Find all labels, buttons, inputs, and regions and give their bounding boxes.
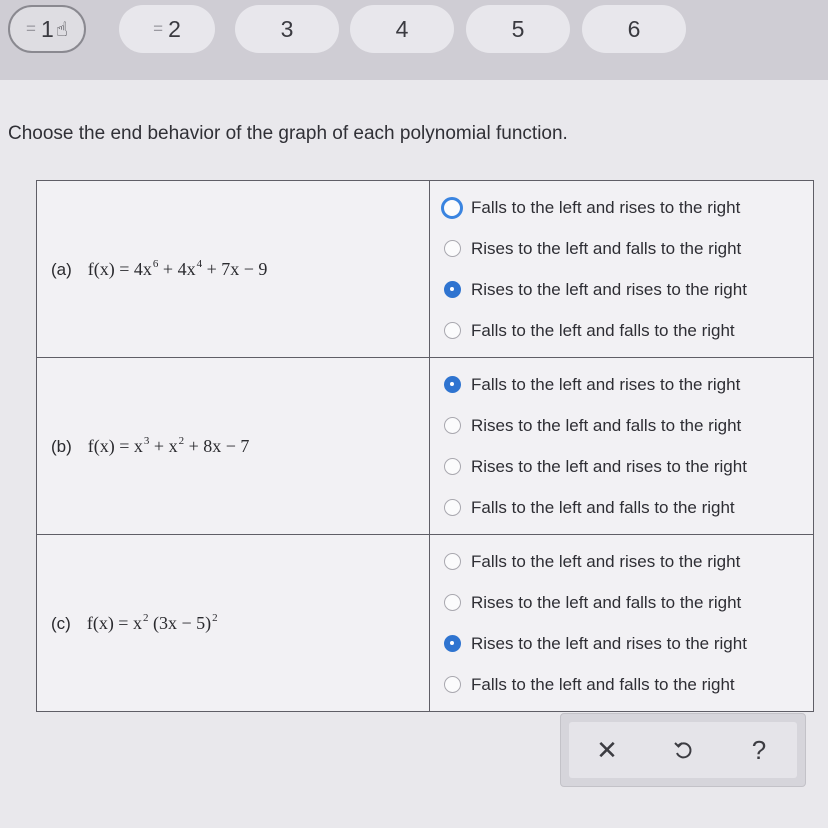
option-label: Rises to the left and rises to the right [471, 633, 747, 653]
part-label: (b) [51, 436, 72, 456]
radio-button-selected[interactable] [444, 281, 461, 298]
question-row-b [37, 358, 814, 535]
option-label: Rises to the left and falls to the right [471, 238, 742, 258]
term: + 8x − 7 [188, 435, 250, 456]
exponent: 2 [178, 434, 185, 447]
part-label: (a) [51, 259, 72, 279]
term: + 7x − 9 [206, 258, 268, 279]
radio-button-selected[interactable] [444, 635, 461, 652]
toolbar-buttons [569, 722, 797, 778]
option-list [430, 358, 813, 534]
option[interactable] [430, 583, 813, 623]
close-icon: ✕ [596, 734, 618, 765]
option-list [430, 535, 813, 711]
option[interactable] [430, 624, 813, 664]
function-expression [87, 613, 218, 634]
answered-mark: = [26, 19, 35, 38]
option[interactable] [430, 447, 813, 487]
term: + 4x [162, 258, 196, 279]
option[interactable] [430, 229, 813, 269]
option[interactable] [430, 665, 813, 705]
term: (3x − 5) [152, 612, 212, 633]
hand-cursor-icon: ☝ [55, 18, 68, 41]
clear-button[interactable] [582, 735, 632, 766]
function-expression [88, 436, 250, 457]
radio-button[interactable] [444, 458, 461, 475]
step-3-button[interactable] [235, 5, 339, 53]
function-cell [37, 181, 430, 358]
option-label: Rises to the left and rises to the right [471, 456, 747, 476]
radio-button[interactable] [444, 676, 461, 693]
step-5-button[interactable] [466, 5, 570, 53]
step-label: 3 [280, 15, 294, 42]
step-2-button[interactable] [119, 5, 215, 53]
help-icon: ? [751, 734, 767, 765]
step-label: 5 [511, 15, 525, 42]
option[interactable] [430, 406, 813, 446]
exponent: 6 [152, 257, 159, 270]
radio-button[interactable] [444, 240, 461, 257]
radio-button[interactable] [444, 322, 461, 339]
step-6-button[interactable] [582, 5, 686, 53]
function-expression [88, 259, 268, 280]
term: x [132, 612, 142, 633]
step-1-button[interactable] [8, 5, 86, 53]
radio-button[interactable] [441, 197, 463, 219]
option[interactable] [430, 311, 813, 351]
option[interactable] [430, 270, 813, 310]
function-lhs: f(x) = [87, 435, 130, 456]
options-cell [430, 181, 814, 358]
option-label: Falls to the left and rises to the right [471, 374, 741, 394]
exponent: 2 [212, 611, 218, 624]
exponent: 3 [143, 434, 150, 447]
options-cell [430, 358, 814, 535]
options-cell [430, 535, 814, 712]
option-label: Rises to the left and rises to the right [471, 279, 747, 299]
option-label: Rises to the left and falls to the right [471, 415, 742, 435]
undo-button[interactable] [658, 739, 708, 761]
term: x [133, 435, 143, 456]
radio-button[interactable] [444, 594, 461, 611]
question-table [36, 180, 814, 712]
radio-button[interactable] [444, 553, 461, 570]
step-label: 2 [168, 15, 181, 42]
function-lhs: f(x) = [86, 612, 129, 633]
step-label: 1 [40, 15, 54, 42]
option-label: Falls to the left and rises to the right [471, 551, 741, 571]
function-cell [37, 535, 430, 712]
function-cell [37, 358, 430, 535]
term: + x [153, 435, 178, 456]
function-lhs: f(x) = [87, 258, 130, 279]
option-label: Falls to the left and falls to the right [471, 497, 735, 517]
radio-button[interactable] [444, 417, 461, 434]
option[interactable] [430, 542, 813, 582]
option[interactable] [430, 488, 813, 528]
step-4-button[interactable] [350, 5, 454, 53]
answered-mark: = [153, 19, 163, 38]
part-label: (c) [51, 613, 71, 633]
exponent: 2 [142, 611, 149, 624]
step-label: 6 [627, 15, 641, 42]
option-label: Rises to the left and falls to the right [471, 592, 742, 612]
answer-toolbar [560, 713, 806, 787]
option[interactable] [430, 365, 813, 405]
option-label: Falls to the left and falls to the right [471, 674, 735, 694]
question-prompt: Choose the end behavior of the graph of each polynomial function. [8, 123, 568, 144]
undo-icon [658, 739, 708, 761]
radio-button-selected[interactable] [444, 376, 461, 393]
option-label: Falls to the left and rises to the right [471, 197, 741, 217]
option[interactable] [430, 188, 813, 228]
option-list [430, 181, 813, 357]
term: 4x [133, 258, 152, 279]
exponent: 4 [196, 257, 203, 270]
question-navigation-bar [0, 0, 828, 80]
question-row-c [37, 535, 814, 712]
radio-button[interactable] [444, 499, 461, 516]
question-row-a [37, 181, 814, 358]
help-button[interactable] [734, 735, 784, 766]
step-label: 4 [395, 15, 409, 42]
option-label: Falls to the left and falls to the right [471, 320, 735, 340]
